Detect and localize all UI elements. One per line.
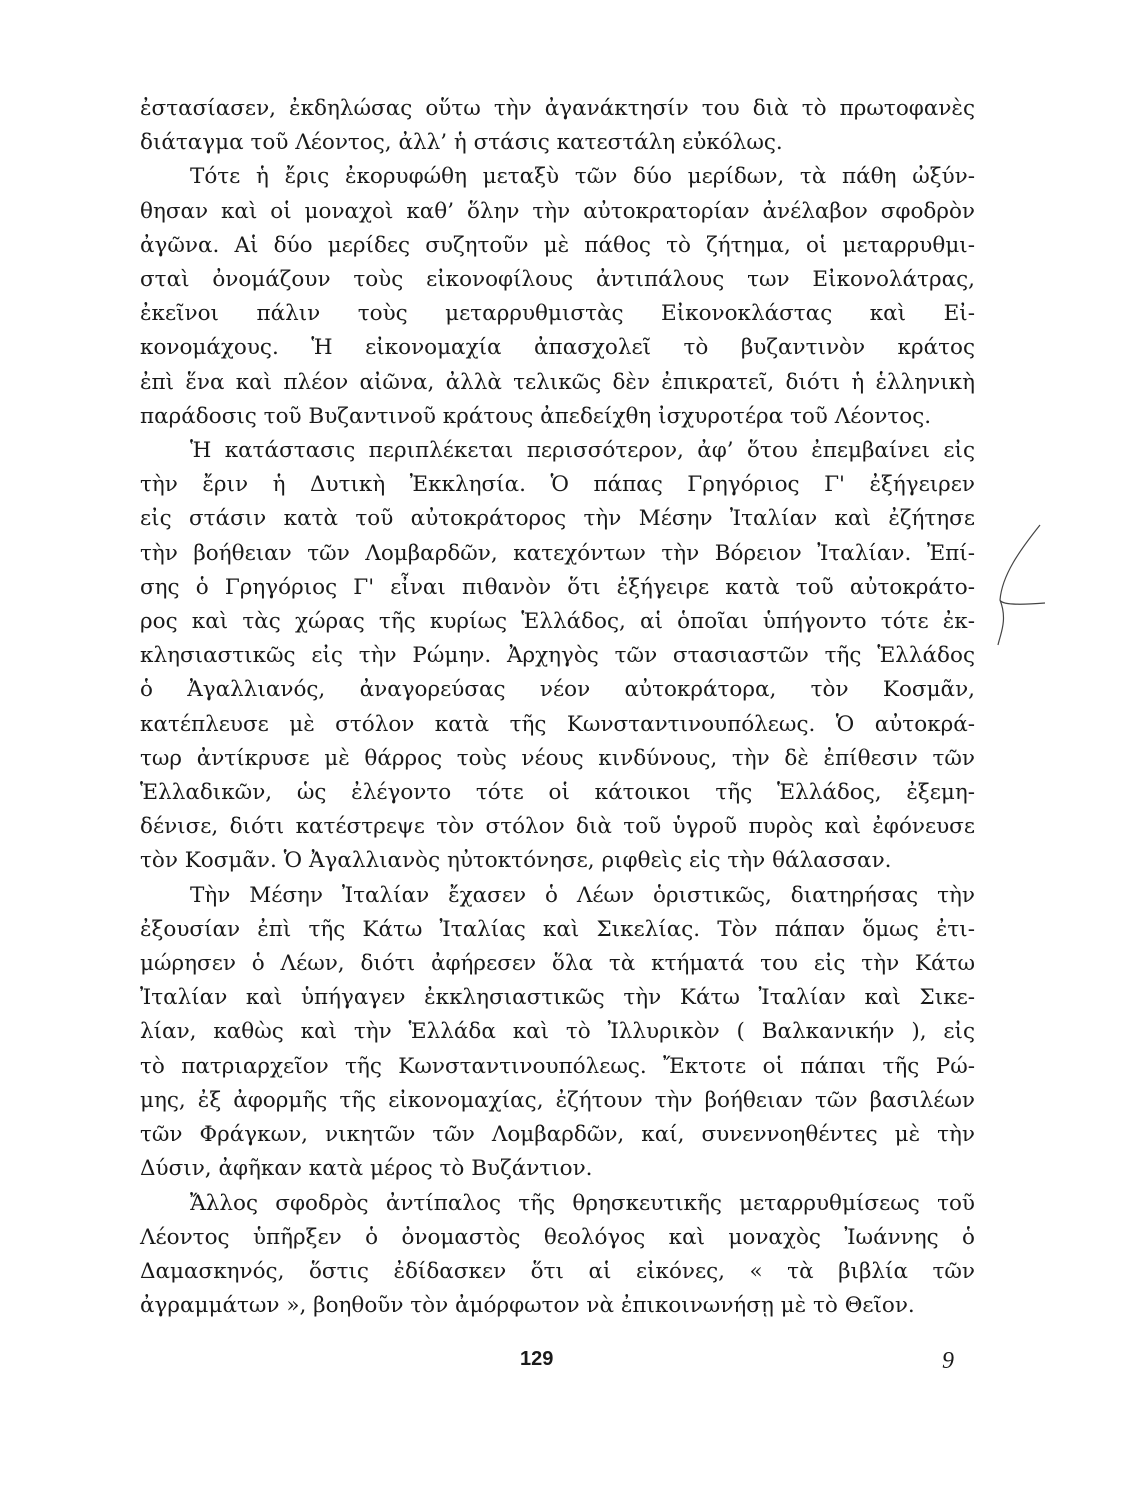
text-line: μώρησεν ὁ Λέων, διότι ἀφήρεσεν ὅλα τὰ κτήματά του εἰς τὴν Κάτω [140,951,975,977]
text-line: τὸν Κοσμᾶν. Ὁ Ἀγαλλιανὸς ηὐτοκτόνησε, ριφθεὶς εἰς τὴν θάλασσαν. [140,848,892,874]
text-line: κατέπλευσε μὲ στόλον κατὰ τῆς Κωνσταντινουπόλεως. Ὁ αὐτοκρά- [140,711,975,737]
text-line: τὸ πατριαρχεῖον τῆς Κωνσταντινουπόλεως. Ἔκτοτε οἱ πάπαι τῆς Ρώ- [140,1053,975,1079]
text-line: ἐστασίασεν, ἐκδηλώσας οὕτω τὴν ἀγανάκτησίν του διὰ τὸ πρωτοφανὲς [140,96,975,121]
text-line: θησαν καὶ οἱ μοναχοὶ καθ’ ὅλην τὴν αὐτοκρατορίαν ἀνέλαβον σφοδρὸν [140,198,975,224]
text-line: Τότε ἡ ἔρις ἐκορυφώθη μεταξὺ τῶν δύο μερίδων, τὰ πάθη ὠξύν- [190,164,975,190]
text-line: ἐπὶ ἕνα καὶ πλέον αἰῶνα, ἀλλὰ τελικῶς δὲν ἐπικρατεῖ, διότι ἡ ἑλληνικὴ [140,369,975,395]
text-line: Τὴν Μέσην Ἰταλίαν ἔχασεν ὁ Λέων ὁριστικῶς, διατηρήσας τὴν [190,882,975,908]
text-line: τωρ ἀντίκρυσε μὲ θάρρος τοὺς νέους κινδύνους, τὴν δὲ ἐπίθεσιν τῶν [140,745,975,771]
text-line: τὴν βοήθειαν τῶν Λομβαρδῶν, κατεχόντων τὴν Βόρειον Ἰταλίαν. Ἐπί- [140,540,975,566]
text-line: Δύσιν, ἀφῆκαν κατὰ μέρος τὸ Βυζάντιον. [140,1156,593,1182]
text-line: τὴν ἔριν ἡ Δυτικὴ Ἐκκλησία. Ὁ πάπας Γρηγόριος Γ' ἐξήγειρεν [140,472,975,498]
text-line: Ἄλλος σφοδρὸς ἀντίπαλος τῆς θρησκευτικῆς μεταρρυθμίσεως τοῦ [190,1190,975,1216]
text-line: Ἡ κατάστασις περιπλέκεται περισσότερον, ἀφ’ ὅτου ἐπεμβαίνει εἰς [190,438,975,464]
text-line: σης ὁ Γρηγόριος Γ' εἶναι πιθανὸν ὅτι ἐξήγειρε κατὰ τοῦ αὐτοκράτο- [140,574,975,600]
text-line: κλησιαστικῶς εἰς τὴν Ρώμην. Ἀρχηγὸς τῶν στασιαστῶν τῆς Ἑλλάδος [140,643,975,669]
text-line: τῶν Φράγκων, νικητῶν τῶν Λομβαρδῶν, καί, συνεννοηθέντες μὲ τὴν [140,1122,975,1148]
text-line: διάταγμα τοῦ Λέοντος, ἀλλ’ ἡ στάσις κατεστάλη εὐκόλως. [140,130,783,156]
text-line: ἐξουσίαν ἐπὶ τῆς Κάτω Ἰταλίας καὶ Σικελίας. Τὸν πάπαν ὅμως ἐτι- [140,916,975,942]
page-number: 129 [520,1348,554,1370]
text-line: μης, ἐξ ἀφορμῆς τῆς εἰκονομαχίας, ἐζήτουν τὴν βοήθειαν τῶν βασιλέων [140,1087,975,1113]
text-line: εἰς στάσιν κατὰ τοῦ αὐτοκράτορος τὴν Μέσην Ἰταλίαν καὶ ἐζήτησε [140,506,975,532]
text-line: Ἰταλίαν καὶ ὑπήγαγεν ἐκκλησιαστικῶς τὴν Κάτω Ἰταλίαν καὶ Σικε- [140,985,975,1011]
signature-mark: 9 [942,1348,954,1374]
text-line: δένισε, διότι κατέστρεψε τὸν στόλον διὰ τοῦ ὑγροῦ πυρὸς καὶ ἐφόνευσε [140,814,975,840]
text-line: παράδοσις τοῦ Βυζαντινοῦ κράτους ἀπεδείχθη ἰσχυροτέρα τοῦ Λέοντος. [140,403,932,429]
text-line: Ἑλλαδικῶν, ὡς ἐλέγοντο τότε οἱ κάτοικοι τῆς Ἑλλάδος, ἐξεμη- [140,780,975,806]
text-line: ἀγῶνα. Αἱ δύο μερίδες συζητοῦν μὲ πάθος τὸ ζήτημα, οἱ μεταρρυθμι- [140,232,975,258]
text-line: σταὶ ὀνομάζουν τοὺς εἰκονοφίλους ἀντιπάλους των Εἰκονολάτρας, [140,267,975,293]
text-line: Δαμασκηνός, ὅστις ἐδίδασκεν ὅτι αἱ εἰκόνες, « τὰ βιβλία τῶν [140,1258,975,1284]
page-footer [0,1348,1143,1388]
text-line: ἀγραμμάτων », βοηθοῦν τὸν ἀμόρφωτον νὰ ἐπικοινωνήσῃ μὲ τὸ Θεῖον. [140,1293,915,1319]
text-line: Λέοντος ὑπῆρξεν ὁ ὀνομαστὸς θεολόγος καὶ μοναχὸς Ἰωάννης ὁ [140,1224,975,1250]
text-line: ρος καὶ τὰς χώρας τῆς κυρίως Ἑλλάδος, αἱ ὁποῖαι ὑπήγοντο τότε ἐκ- [140,609,975,635]
text-line: ἐκεῖνοι πάλιν τοὺς μεταρρυθμιστὰς Εἰκονοκλάστας καὶ Εἰ- [140,301,975,327]
text-line: κονομάχους. Ἡ εἰκονομαχία ἀπασχολεῖ τὸ βυζαντινὸν κράτος [140,335,975,361]
text-line: ὁ Ἀγαλλιανός, ἀναγορεύσας νέον αὐτοκράτορα, τὸν Κοσμᾶν, [140,677,975,703]
text-body [140,92,975,1323]
pencil-margin-mark [990,505,1050,655]
text-line: λίαν, καθὼς καὶ τὴν Ἑλλάδα καὶ τὸ Ἰλλυρικὸν ( Βαλκανικήν ), εἰς [140,1019,975,1045]
